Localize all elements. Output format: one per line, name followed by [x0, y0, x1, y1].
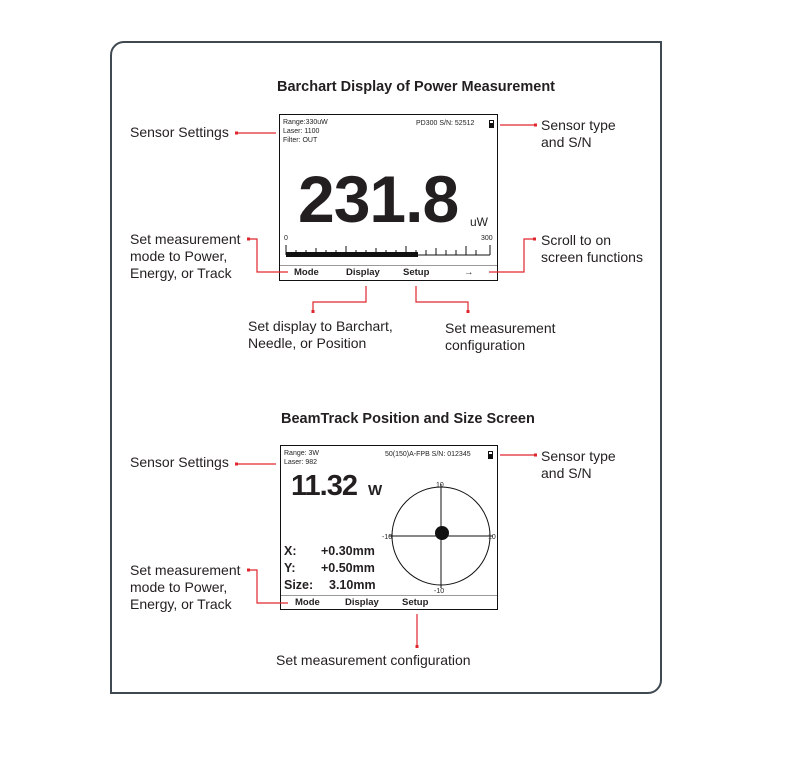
callout-set-config-line1: Set measurement [445, 320, 556, 336]
callout-sensor-type-line2: and S/N [541, 465, 592, 481]
callout-set-mode-line1: Set measurement [130, 562, 241, 578]
callout-sensor-type-line1: Sensor type [541, 448, 616, 464]
leader-set-display [313, 286, 366, 312]
callout-set-mode-line2: mode to Power, [130, 579, 228, 595]
axis-left-label: -10 [382, 534, 393, 541]
softkey-mode[interactable]: Mode [295, 597, 320, 608]
leader-set-mode [249, 239, 288, 272]
softkey-scroll-arrow-icon[interactable]: → [464, 267, 474, 278]
softkey-mode[interactable]: Mode [294, 267, 319, 278]
range-text: Range: 3W [284, 450, 320, 457]
filter-text: Filter: OUT [283, 137, 318, 144]
leader-scroll [489, 239, 535, 272]
softkey-setup[interactable]: Setup [403, 267, 430, 278]
leader-set-mode-2 [249, 570, 288, 603]
softkey-display[interactable]: Display [345, 597, 379, 608]
x-value: +0.30mm [321, 544, 375, 558]
softkey-display[interactable]: Display [346, 267, 380, 278]
callout-sensor-type-line1: Sensor type [541, 117, 616, 133]
callout-sensor-settings: Sensor Settings [130, 454, 229, 470]
callout-set-config: Set measurement configuration [276, 652, 471, 668]
sensor-sn-text: 50(150)A-FPB S/N: 012345 [385, 451, 471, 458]
callout-set-mode-line3: Energy, or Track [130, 265, 232, 281]
power-unit: uW [470, 215, 488, 229]
power-reading: 11.32 [291, 470, 357, 502]
size-value: 3.10mm [329, 578, 376, 592]
callout-set-config-line2: configuration [445, 337, 526, 353]
callout-sensor-settings: Sensor Settings [130, 124, 229, 140]
scale-max: 300 [481, 235, 493, 242]
axis-top-label: 10 [436, 482, 444, 489]
callout-scroll-line1: Scroll to on [541, 232, 612, 248]
callout-set-mode-line1: Set measurement [130, 231, 241, 247]
axis-right-label: 10 [488, 534, 496, 541]
callout-scroll-line2: screen functions [541, 249, 643, 265]
softkey-setup[interactable]: Setup [402, 597, 429, 608]
sensor-sn-text: PD300 S/N: 52512 [416, 120, 475, 127]
y-label: Y: [284, 561, 296, 575]
callout-set-display-line2: Needle, or Position [248, 335, 367, 351]
callout-sensor-type-line2: and S/N [541, 134, 592, 150]
y-value: +0.50mm [321, 561, 375, 575]
power-unit: W [368, 482, 382, 499]
leader-set-config [416, 286, 468, 312]
size-label: Size: [284, 578, 314, 592]
laser-text: Laser: 1100 [283, 128, 320, 135]
x-label: X: [284, 544, 297, 558]
scale-min: 0 [284, 235, 288, 242]
beamtrack-heading: BeamTrack Position and Size Screen [281, 411, 535, 427]
callout-set-mode-line2: mode to Power, [130, 248, 228, 264]
range-text: Range:330uW [283, 119, 328, 126]
callout-set-mode-line3: Energy, or Track [130, 596, 232, 612]
barchart-heading: Barchart Display of Power Measurement [277, 79, 556, 95]
laser-text: Laser: 982 [284, 459, 318, 466]
callout-set-display-line1: Set display to Barchart, [248, 318, 393, 334]
power-reading: 231.8 [298, 162, 459, 236]
axis-bottom-label: -10 [434, 588, 445, 595]
